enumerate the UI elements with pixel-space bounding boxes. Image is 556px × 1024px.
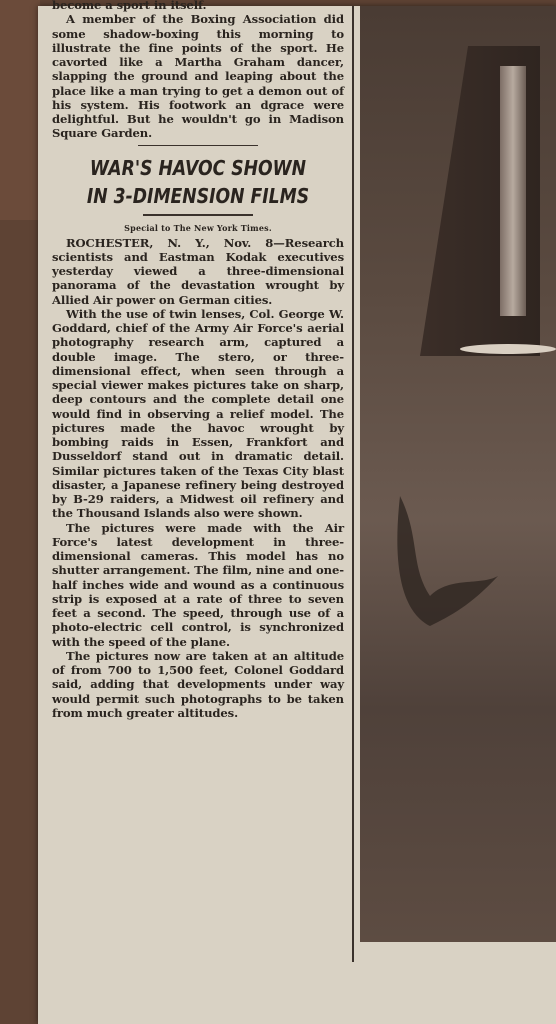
article-paragraph: ROCHESTER, N. Y., Nov. 8—Research scientists and Eastman Kodak executives yesterday viewed a three-dimensional panorama of the devastation wrought by Allied Air power on German cities. [52,235,344,307]
headline-line-1: WAR'S HAVOC SHOWN [89,156,307,180]
headline [44,154,352,210]
article-paragraph: With the use of twin lenses, Col. George W. Goddard, chief of the Army Air Force's aerial photography research arm, captured a double image. The stero, or three-dimensional effect, when seen through a special viewer makes pictures take on sharp, deep contours and the complete detail one would find in observing a relief model. The pictures made the havoc wrought by bombing raids in Essen, Frankfort and Dusseldorf stand out in dramatic detail. Similar pictures taken of the Texas City blast disaster, a Japanese refinery being destroyed by B-29 raiders, a Midwest oil refinery and the Thousand Islands also were shown. [52,306,344,521]
headline-divider [143,214,253,216]
previous-article-line: become a sport in itself. [52,0,207,12]
column-rule [352,6,354,962]
previous-article-tail [44,0,352,141]
article-photo [360,6,556,942]
background-wood [0,0,40,220]
newspaper-clipping [38,0,556,1024]
section-divider [138,145,258,147]
article-column [44,0,352,1018]
article-paragraph: The pictures now are taken at an altitude of from 700 to 1,500 feet, Colonel Goddard said, adding that developments under way would permit such photographs to be taken from much greater altitudes. [52,648,344,720]
plant-silhouette [380,476,500,646]
lamp-highlight [500,66,526,316]
article-paragraph: The pictures were made with the Air Force's latest development in three-dimensional cameras. This model has no shutter arrangement. The film, nine and one-half inches wide and wound as a continuous strip is exposed at a rate of three to seven feet a second. The speed, through use of a photo-electric cell control, is synchronized with the speed of the plane. [52,520,344,649]
article-body [44,236,352,721]
byline: Special to The New York Times. [124,222,272,233]
previous-article-paragraph: A member of the Boxing Association did some shadow-boxing this morning to illustrate the fine points of the sport. He cavorted like a Martha Graham dancer, slapping the ground and leaping about the place like a man trying to get a demon out of his system. His footwork an dgrace were delightful. But he wouldn't go in Madison Square Garden. [52,12,344,141]
lamp-rim [460,344,556,354]
headline-line-2: IN 3-DIMENSION FILMS [86,184,310,208]
